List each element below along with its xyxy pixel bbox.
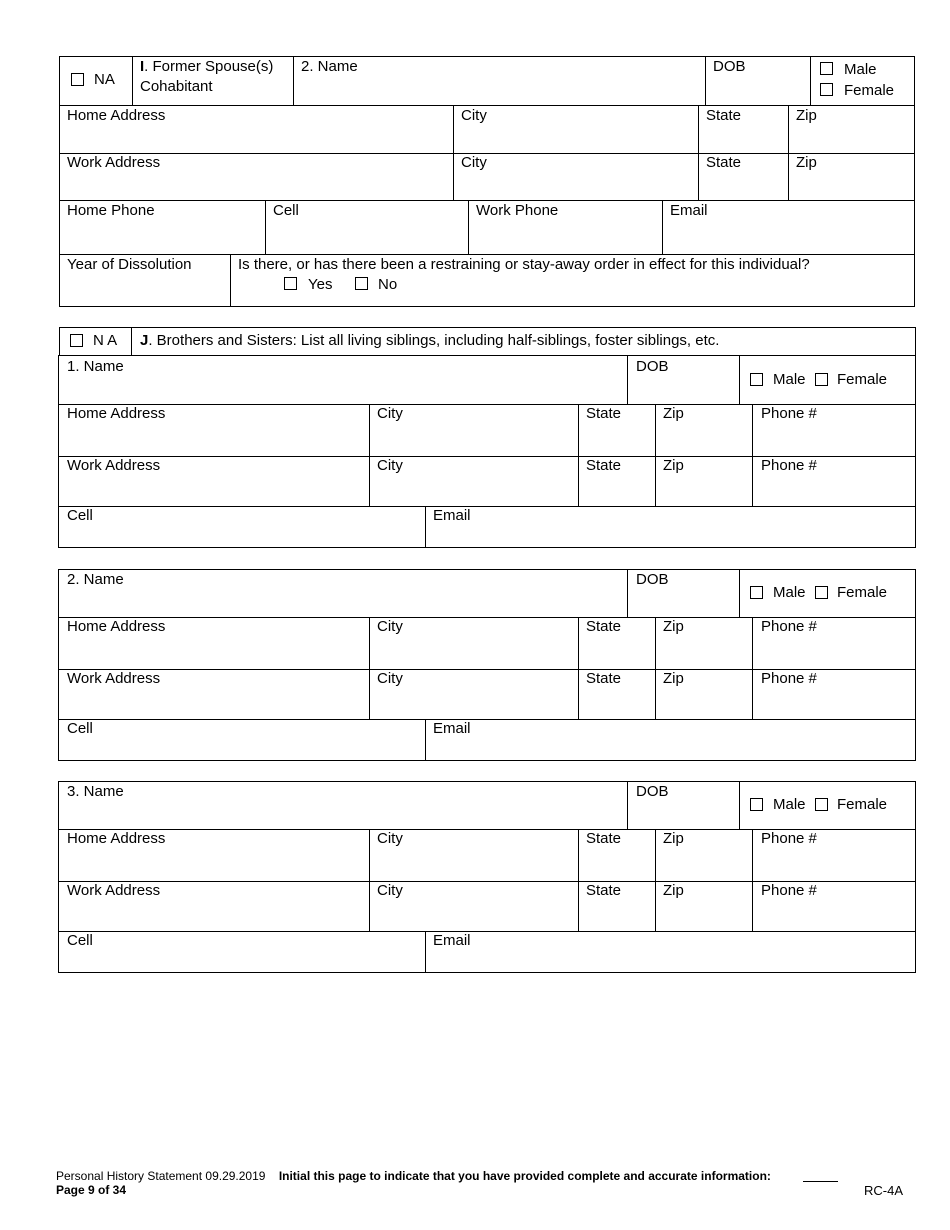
phone-label: Phone # [761, 670, 817, 687]
divider [425, 719, 426, 761]
female-checkbox[interactable] [820, 83, 833, 96]
zip-label: Zip [663, 618, 684, 635]
phone-label: Phone # [761, 830, 817, 847]
male-checkbox[interactable] [820, 62, 833, 75]
zip-label: Zip [796, 154, 817, 171]
home-address-label: Home Address [67, 107, 166, 124]
divider [369, 829, 370, 931]
home-address-label: Home Address [67, 830, 166, 847]
divider [58, 931, 916, 932]
email-label: Email [433, 507, 471, 524]
male-label: Male [844, 61, 877, 78]
divider [58, 506, 916, 507]
male-label: Male [773, 371, 806, 388]
section-title: I. Former Spouse(s) [140, 58, 274, 75]
state-label: State [586, 618, 622, 635]
divider [655, 829, 656, 931]
section-title-line2: Cohabitant [140, 78, 213, 95]
divider [131, 327, 132, 356]
state-label: State [586, 405, 622, 422]
male-checkbox[interactable] [750, 586, 763, 599]
cell-label: Cell [273, 202, 299, 219]
state-label: State [586, 882, 622, 899]
divider [230, 254, 231, 307]
divider [578, 404, 579, 506]
female-label: Female [837, 584, 888, 601]
state-label: State [706, 154, 742, 171]
na-label: NA [94, 71, 115, 88]
city-label: City [461, 154, 487, 171]
phone-label: Phone # [761, 405, 817, 422]
footer-line1 [56, 1169, 771, 1183]
state-label: State [586, 457, 622, 474]
home-address-label: Home Address [67, 405, 166, 422]
name-field-label: 1. Name [67, 358, 124, 375]
city-label: City [461, 107, 487, 124]
state-label: State [706, 107, 742, 124]
city-label: City [377, 830, 403, 847]
yes-checkbox[interactable] [284, 277, 297, 290]
divider [59, 153, 915, 154]
divider [265, 200, 266, 254]
female-checkbox[interactable] [815, 586, 828, 599]
state-label: State [586, 670, 622, 687]
name-field-label: 2. Name [301, 58, 358, 75]
female-label: Female [837, 371, 888, 388]
dob-field-label: DOB [713, 58, 746, 75]
divider [752, 829, 753, 931]
divider [752, 617, 753, 719]
divider [739, 781, 740, 829]
cell-label: Cell [67, 507, 93, 524]
cell-label: Cell [67, 932, 93, 949]
divider [468, 200, 469, 254]
female-label: Female [837, 796, 888, 813]
divider [627, 781, 628, 829]
email-label: Email [670, 202, 708, 219]
name-field-label: 2. Name [67, 571, 124, 588]
zip-label: Zip [663, 882, 684, 899]
no-label: No [378, 276, 398, 293]
divider [752, 404, 753, 506]
divider [293, 56, 294, 105]
na-checkbox[interactable] [71, 73, 84, 86]
work-address-label: Work Address [67, 670, 161, 687]
zip-label: Zip [663, 670, 684, 687]
work-address-label: Work Address [67, 457, 161, 474]
divider [59, 105, 915, 106]
city-label: City [377, 405, 403, 422]
zip-label: Zip [796, 107, 817, 124]
divider [655, 404, 656, 506]
male-checkbox[interactable] [750, 373, 763, 386]
work-address-label: Work Address [67, 882, 161, 899]
divider [369, 404, 370, 506]
divider [627, 356, 628, 404]
divider [578, 829, 579, 931]
male-label: Male [773, 584, 806, 601]
female-checkbox[interactable] [815, 373, 828, 386]
no-checkbox[interactable] [355, 277, 368, 290]
work-address-label: Work Address [67, 154, 161, 171]
section-title: J. Brothers and Sisters: List all living siblings, including half-siblings, foster siblings, etc. [140, 332, 720, 349]
zip-label: Zip [663, 457, 684, 474]
divider [662, 200, 663, 254]
dob-field-label: DOB [636, 358, 669, 375]
divider [369, 617, 370, 719]
divider [59, 254, 915, 255]
state-label: State [586, 830, 622, 847]
phone-label: Phone # [761, 618, 817, 635]
work-phone-label: Work Phone [476, 202, 559, 219]
female-label: Female [844, 82, 895, 99]
divider [698, 105, 699, 200]
divider [705, 56, 706, 105]
city-label: City [377, 882, 403, 899]
divider [739, 356, 740, 404]
page-number: Page 9 of 34 [56, 1183, 127, 1197]
cell-label: Cell [67, 720, 93, 737]
email-label: Email [433, 932, 471, 949]
divider [739, 569, 740, 617]
name-field-label: 3. Name [67, 783, 124, 800]
divider [59, 200, 915, 201]
divider [788, 105, 789, 200]
na-label: N A [93, 332, 118, 349]
na-checkbox[interactable] [70, 334, 83, 347]
divider [578, 617, 579, 719]
divider [627, 569, 628, 617]
divider [810, 56, 811, 105]
restraining-order-question: Is there, or has there been a restraining or stay-away order in effect for this individual? [238, 256, 810, 273]
initial-line[interactable] [803, 1181, 838, 1182]
divider [58, 719, 916, 720]
divider [655, 617, 656, 719]
dob-field-label: DOB [636, 571, 669, 588]
divider [425, 931, 426, 973]
email-label: Email [433, 720, 471, 737]
city-label: City [377, 457, 403, 474]
male-label: Male [773, 796, 806, 813]
zip-label: Zip [663, 830, 684, 847]
initial-instruction: Initial this page to indicate that you have provided complete and accurate information: [278, 1169, 771, 1183]
home-phone-label: Home Phone [67, 202, 155, 219]
divider [425, 506, 426, 548]
document-name: Personal History Statement 09.29.2019 [56, 1169, 266, 1183]
divider [453, 105, 454, 200]
male-checkbox[interactable] [750, 798, 763, 811]
city-label: City [377, 670, 403, 687]
city-label: City [377, 618, 403, 635]
phone-label: Phone # [761, 457, 817, 474]
female-checkbox[interactable] [815, 798, 828, 811]
year-dissolution-label: Year of Dissolution [67, 256, 192, 273]
yes-label: Yes [308, 276, 333, 293]
phone-label: Phone # [761, 882, 817, 899]
home-address-label: Home Address [67, 618, 166, 635]
dob-field-label: DOB [636, 783, 669, 800]
zip-label: Zip [663, 405, 684, 422]
divider [132, 56, 133, 105]
form-code: RC-4A [864, 1183, 904, 1198]
